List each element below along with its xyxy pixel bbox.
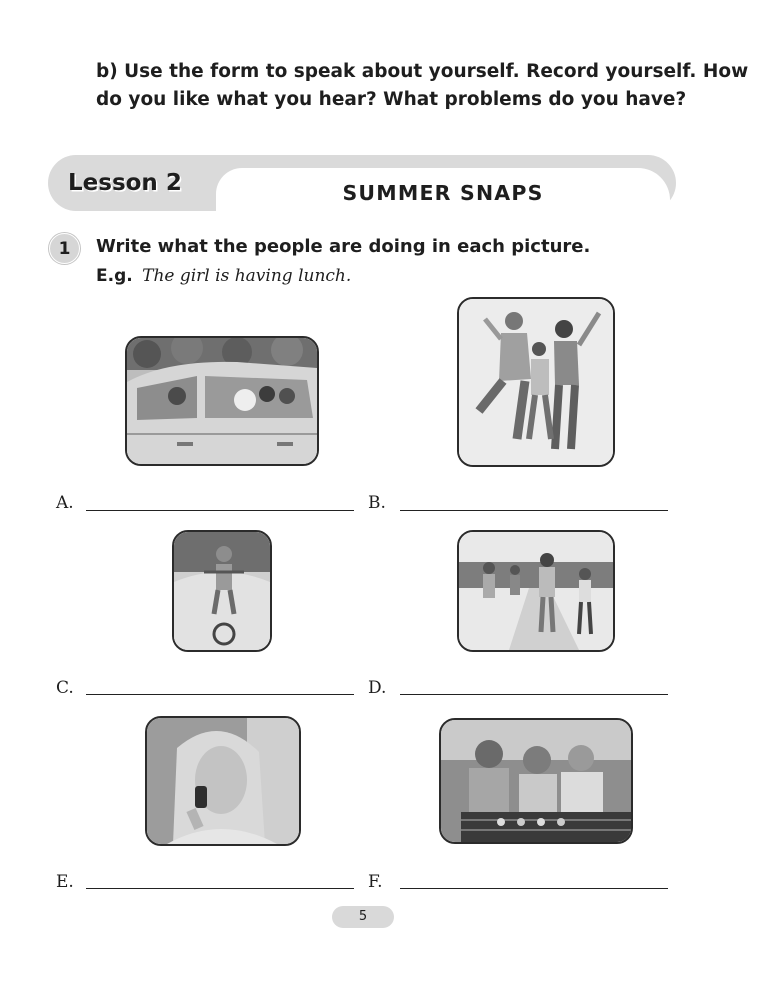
- answer-line-f[interactable]: [400, 888, 668, 889]
- answer-label-a: A.: [56, 493, 74, 513]
- photo-family-in-car: [125, 336, 319, 466]
- photo-family-walking: [457, 530, 615, 652]
- photo-girl-on-phone: [145, 716, 301, 846]
- answer-label-b: B.: [368, 493, 386, 513]
- lesson-title: SUMMER SNAPS: [342, 181, 544, 205]
- photo-child-on-bike: [172, 530, 272, 652]
- answer-label-f: F.: [368, 872, 383, 892]
- answer-line-c[interactable]: [86, 694, 354, 695]
- part-b-line-1: b) Use the form to speak about yourself. Record yourself. How: [96, 61, 749, 82]
- photo-kids-barbecue: [439, 718, 633, 844]
- example-prefix: E.g.: [96, 266, 133, 286]
- answer-line-e[interactable]: [86, 888, 354, 889]
- answer-label-c: C.: [56, 678, 74, 698]
- exercise-number-badge: 1: [49, 233, 80, 264]
- part-b-line-2: do you like what you hear? What problems do you have?: [96, 89, 687, 110]
- photo-jumping-family: [457, 297, 615, 467]
- example: [96, 266, 351, 286]
- answer-line-b[interactable]: [400, 510, 668, 511]
- exercise-instruction: Write what the people are doing in each picture.: [96, 236, 591, 257]
- answer-line-a[interactable]: [86, 510, 354, 511]
- lesson-label: Lesson 2: [68, 170, 182, 196]
- part-b-instructions: [96, 58, 749, 114]
- example-text: The girl is having lunch.: [142, 266, 352, 286]
- answer-label-d: D.: [368, 678, 387, 698]
- page-number: 5: [332, 906, 394, 928]
- answer-line-d[interactable]: [400, 694, 668, 695]
- answer-label-e: E.: [56, 872, 74, 892]
